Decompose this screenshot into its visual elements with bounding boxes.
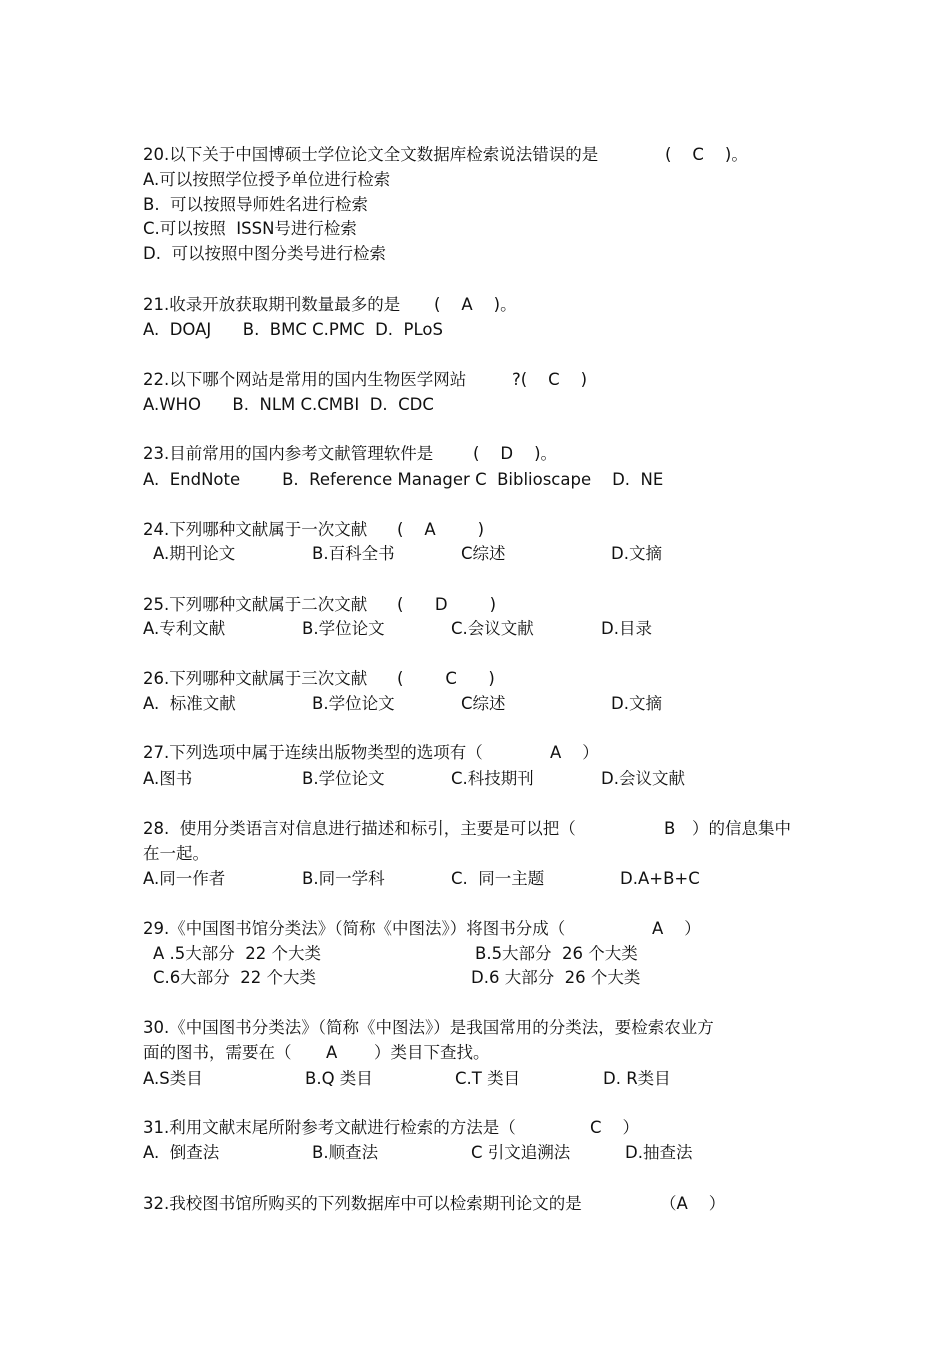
q24-stem: 24.下列哪种文献属于一次文献 (143, 520, 368, 539)
q31-stem: 31.利用文献末尾所附参考文献进行检索的方法是（ (143, 1118, 516, 1137)
q32-answer: （A ） (660, 1194, 726, 1213)
q30-option-c: C.T 类目 (455, 1069, 521, 1088)
q30-stem-line2-end: ）类目下查找。 (374, 1043, 490, 1062)
q24-option-c: C综述 (461, 544, 506, 563)
q28-answer: B (664, 819, 676, 838)
q26-option-d: D.文摘 (611, 694, 662, 713)
q20-answer: ( C )。 (665, 145, 748, 164)
q27-option-d: D.会议文献 (601, 769, 685, 788)
q28-stem-line1-end: ）的信息集中 (692, 819, 791, 838)
q22-answer: ?( C ) (512, 370, 588, 389)
q29-option-b: B.5大部分 26 个大类 (475, 944, 638, 963)
q29-answer: A ） (652, 919, 701, 938)
q24-option-a: A.期刊论文 (153, 544, 236, 563)
q30-stem-line1: 30.《中国图书分类法》（简称《中图法》）是我国常用的分类法，要检索农业方 (143, 1018, 714, 1037)
q31-option-c: C 引文追溯法 (471, 1143, 571, 1162)
q30-option-b: B.Q 类目 (305, 1069, 373, 1088)
q30-option-a: A.S类目 (143, 1069, 203, 1088)
q24-option-b: B.百科全书 (312, 544, 395, 563)
q24-option-d: D.文摘 (611, 544, 662, 563)
q27-option-a: A.图书 (143, 769, 193, 788)
q22-stem: 22.以下哪个网站是常用的国内生物医学网站 (143, 370, 467, 389)
q31-answer: C ） (590, 1118, 640, 1137)
q25-option-c: C.会议文献 (451, 619, 534, 638)
q21-answer: ( A )。 (434, 295, 517, 314)
q25-option-d: D.目录 (601, 619, 652, 638)
q29-option-c: C.6大部分 22 个大类 (153, 968, 316, 987)
q22-options: A.WHO B. NLM C.CMBI D. CDC (143, 395, 434, 414)
q26-option-a: A. 标准文献 (143, 694, 236, 713)
q23-answer: ( D )。 (473, 444, 558, 463)
q30-answer: A (326, 1043, 338, 1062)
q21-stem: 21.收录开放获取期刊数量最多的是 (143, 295, 401, 314)
q29-option-d: D.6 大部分 26 个大类 (471, 968, 641, 987)
q28-stem-line2: 在一起。 (143, 844, 209, 863)
q29-stem: 29.《中国图书馆分类法》（简称《中图法》）将图书分成（ (143, 919, 566, 938)
q27-option-b: B.学位论文 (302, 769, 385, 788)
q30-option-d: D. R类目 (603, 1069, 671, 1088)
q20-option-c: C.可以按照 ISSN号进行检索 (143, 219, 357, 238)
q27-option-c: C.科技期刊 (451, 769, 534, 788)
q25-stem: 25.下列哪种文献属于二次文献 (143, 595, 368, 614)
q24-answer: ( A ) (397, 520, 485, 539)
q20-option-b: B. 可以按照导师姓名进行检索 (143, 195, 369, 214)
q28-option-d: D.A+B+C (620, 869, 700, 888)
q28-stem-line1: 28. 使用分类语言对信息进行描述和标引，主要是可以把（ (143, 819, 576, 838)
q27-answer: A ） (550, 743, 599, 762)
q20-option-d: D. 可以按照中图分类号进行检索 (143, 244, 386, 263)
q20-option-a: A.可以按照学位授予单位进行检索 (143, 170, 391, 189)
q27-stem: 27.下列选项中属于连续出版物类型的选项有（ (143, 743, 483, 762)
q31-option-d: D.抽查法 (625, 1143, 693, 1162)
q26-option-c: C综述 (461, 694, 506, 713)
q32-stem: 32.我校图书馆所购买的下列数据库中可以检索期刊论文的是 (143, 1194, 582, 1213)
q26-stem: 26.下列哪种文献属于三次文献 (143, 669, 368, 688)
q29-option-a: A .5大部分 22 个大类 (153, 944, 322, 963)
q28-option-a: A.同一作者 (143, 869, 226, 888)
q26-option-b: B.学位论文 (312, 694, 395, 713)
q23-options: A. EndNote B. Reference Manager C Biblioscape D. NE (143, 470, 664, 489)
q26-answer: ( C ) (397, 669, 495, 688)
q25-answer: ( D ) (397, 595, 497, 614)
q20-stem: 20.以下关于中国博硕士学位论文全文数据库检索说法错误的是 (143, 145, 599, 164)
q31-option-a: A. 倒查法 (143, 1143, 220, 1162)
q28-option-b: B.同一学科 (302, 869, 385, 888)
q31-option-b: B.顺查法 (312, 1143, 379, 1162)
q25-option-b: B.学位论文 (302, 619, 385, 638)
q30-stem-line2: 面的图书，需要在（ (143, 1043, 292, 1062)
q23-stem: 23.目前常用的国内参考文献管理软件是 (143, 444, 434, 463)
q28-option-c: C. 同一主题 (451, 869, 545, 888)
q21-options: A. DOAJ B. BMC C.PMC D. PLoS (143, 320, 443, 339)
q25-option-a: A.专利文献 (143, 619, 226, 638)
